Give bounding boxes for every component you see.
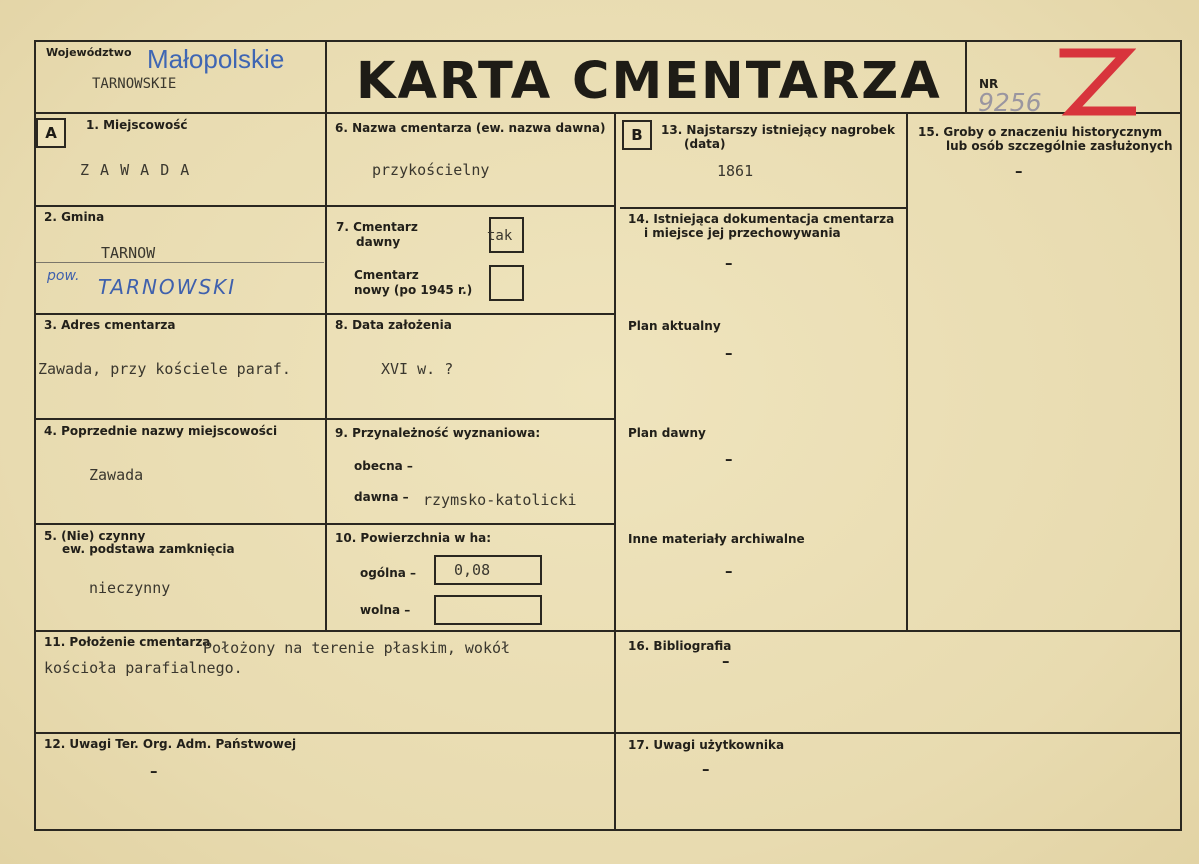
field-5-label-line2: ew. podstawa zamknięcia (62, 542, 235, 556)
rule (965, 40, 967, 114)
other-materials-label: Inne materiały archiwalne (628, 532, 805, 546)
field-16-label: 16. Bibliografia (628, 639, 732, 653)
card-number: 9256 (978, 88, 1042, 117)
area-free-field[interactable] (434, 595, 542, 625)
card-title: KARTA CMENTARZA (356, 52, 942, 111)
field-13-label-line1: 13. Najstarszy istniejący nagrobek (661, 123, 895, 137)
field-1-value: Z A W A D A (80, 161, 191, 179)
field-11-value-line1: Położony na terenie płaskim, wokół (203, 639, 511, 657)
rule (1180, 40, 1182, 831)
field-6-value: przykościelny (372, 161, 490, 179)
province-typed: TARNOWSKIE (92, 76, 177, 92)
rule (614, 112, 616, 831)
field-5-label-line1: 5. (Nie) czynny (44, 529, 146, 543)
section-tag-b: B (622, 120, 652, 150)
rule (35, 732, 1182, 734)
field-2-label: 2. Gmina (44, 210, 105, 224)
field-8-label: 8. Data założenia (335, 318, 452, 332)
field-12-value: – (150, 762, 158, 780)
field-9-label: 9. Przynależność wyznaniowa: (335, 426, 541, 440)
plan-current-value: – (725, 344, 733, 362)
field-6-label: 6. Nazwa cmentarza (ew. nazwa dawna) (335, 121, 606, 135)
province-label: Województwo (46, 46, 132, 59)
field-7-nowy-label-line1: Cmentarz (354, 268, 419, 282)
field-3-value: Zawada, przy kościele paraf. (38, 360, 291, 378)
field-10-ogolna-value: 0,08 (454, 561, 491, 579)
field-4-value: Zawada (89, 466, 144, 484)
plan-current-label: Plan aktualny (628, 319, 721, 333)
category-letter-z (1052, 44, 1136, 120)
divider (36, 262, 324, 263)
field-1-label: 1. Miejscowość (86, 118, 188, 132)
rule (34, 40, 36, 831)
field-15-value: – (1015, 162, 1023, 180)
field-5-value: nieczynny (89, 579, 171, 597)
field-7-dawny-value: tak (487, 228, 513, 244)
field-13-value: 1861 (717, 162, 754, 180)
field-10-ogolna-label: ogólna – (360, 566, 417, 580)
field-7-dawny-label-line2: dawny (356, 235, 401, 249)
field-3-label: 3. Adres cmentarza (44, 318, 176, 332)
other-materials-value: – (725, 562, 733, 580)
field-11-value-line2: kościoła parafialnego. (44, 659, 243, 677)
field-9-dawna-value: rzymsko-katolicki (423, 491, 577, 509)
rule (35, 40, 1182, 42)
field-8-value: XVI w. ? (381, 360, 454, 378)
field-9-obecna-label: obecna – (354, 459, 413, 473)
field-14-label-line1: 14. Istniejąca dokumentacja cmentarza (628, 212, 895, 226)
rule (325, 40, 327, 632)
county-label: pow. (47, 268, 80, 284)
category-stamp (1052, 44, 1136, 120)
field-9-dawna-label: dawna – (354, 490, 409, 504)
plan-old-value: – (725, 450, 733, 468)
field-16-value: – (722, 652, 730, 670)
field-7-dawny-label-line1: 7. Cmentarz (336, 220, 418, 234)
field-10-label: 10. Powierzchnia w ha: (335, 531, 492, 545)
field-12-label: 12. Uwagi Ter. Org. Adm. Państwowej (44, 737, 297, 751)
county-value: TARNOWSKI (98, 275, 237, 299)
field-7-nowy-label-line2: nowy (po 1945 r.) (354, 283, 473, 297)
field-14-value: – (725, 254, 733, 272)
plan-old-label: Plan dawny (628, 426, 706, 440)
field-13-label-line2: (data) (684, 137, 726, 151)
field-10-wolna-label: wolna – (360, 603, 411, 617)
field-14-label-line2: i miejsce jej przechowywania (644, 226, 841, 240)
rule (620, 207, 908, 209)
checkbox-cmentarz-nowy[interactable] (489, 265, 524, 301)
rule (35, 829, 1182, 831)
rule (906, 112, 908, 632)
field-2-value: TARNOW (101, 244, 156, 262)
section-tag-a: A (36, 118, 66, 148)
field-15-label-line2: lub osób szczególnie zasłużonych (946, 139, 1173, 153)
field-15-label-line1: 15. Groby o znaczeniu historycznym (918, 125, 1163, 139)
field-11-label: 11. Położenie cmentarza (44, 635, 211, 649)
field-17-label: 17. Uwagi użytkownika (628, 738, 785, 752)
province-stamp: Małopolskie (147, 44, 285, 74)
field-4-label: 4. Poprzednie nazwy miejscowości (44, 424, 278, 438)
number-label: NR (979, 77, 999, 91)
field-17-value: – (702, 760, 710, 778)
rule (35, 630, 1182, 632)
